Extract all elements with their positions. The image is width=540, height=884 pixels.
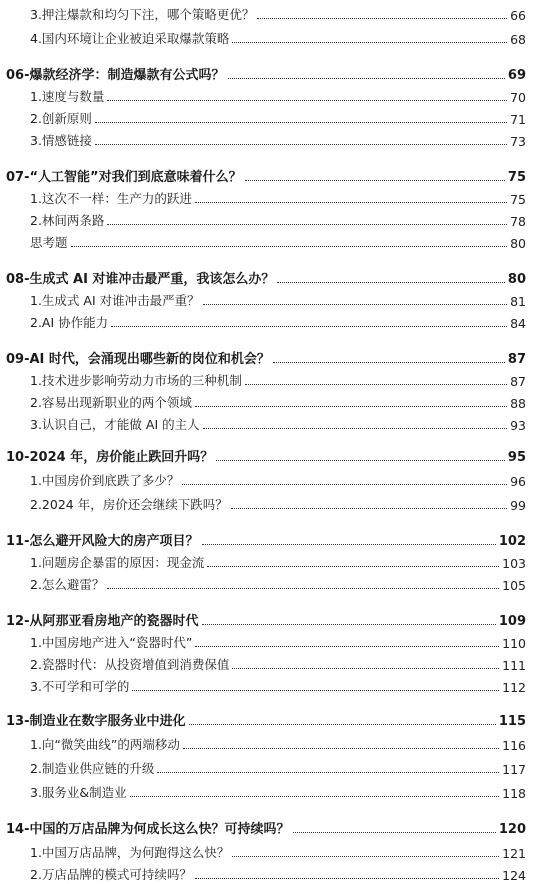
- dot-leader: [232, 668, 499, 669]
- dot-leader: [95, 144, 507, 145]
- toc-entry-title: 3.认识自己，才能做 AI 的主人: [30, 417, 200, 432]
- toc-entry-title: 1.速度与数量: [30, 89, 105, 104]
- dot-leader: [157, 772, 499, 773]
- toc-page-number: 95: [507, 450, 526, 465]
- toc-page-number: 71: [510, 112, 526, 127]
- toc-entry-title: 1.中国房地产进入“瓷器时代”: [30, 635, 193, 650]
- toc-page-number: 70: [510, 90, 526, 105]
- dot-leader: [107, 224, 507, 225]
- toc-section-entry[interactable]: [0, 492, 540, 514]
- toc-entry-title: 06-爆款经济学：制造爆款有公式吗？: [6, 68, 225, 83]
- dot-leader: [107, 588, 499, 589]
- toc-entry-title: 2.林间两条路: [30, 213, 105, 228]
- dot-leader: [207, 566, 499, 567]
- toc-page-number: 121: [502, 846, 526, 861]
- toc-section-entry[interactable]: [0, 106, 540, 128]
- toc-page-number: 109: [498, 614, 526, 629]
- dot-leader: [203, 428, 507, 429]
- toc-entry-title: 11-怎么避开风险大的房产项目？: [6, 534, 199, 549]
- dot-leader: [130, 796, 499, 797]
- toc-entry-title: 1.技术进步影响劳动力市场的三种机制: [30, 373, 242, 388]
- dot-leader: [195, 646, 499, 647]
- dot-leader: [111, 326, 507, 327]
- toc-entry-title: 13-制造业在数字服务业中进化: [6, 714, 186, 729]
- toc-section-entry[interactable]: [0, 186, 540, 208]
- toc-entry-title: 3.不可学和可学的: [30, 679, 130, 694]
- toc-entry-title: 1.这次不一样：生产力的跃进: [30, 191, 192, 206]
- toc-entry-title: 12-从阿那亚看房地产的瓷器时代: [6, 614, 199, 629]
- toc-page-number: 96: [510, 474, 526, 489]
- dot-leader: [232, 856, 499, 857]
- toc-section-entry[interactable]: [0, 840, 540, 862]
- toc-section-entry[interactable]: [0, 26, 540, 48]
- toc-entry-title: 1.生成式 AI 对谁冲击最严重？: [30, 293, 200, 308]
- toc-section-entry[interactable]: [0, 674, 540, 696]
- toc-entry-title: 10-2024 年，房价能止跌回升吗？: [6, 450, 214, 465]
- toc-section-entry[interactable]: [0, 732, 540, 754]
- dot-leader: [202, 544, 496, 545]
- dot-leader: [245, 384, 507, 385]
- toc-section-entry[interactable]: [0, 128, 540, 150]
- toc-page-number: 68: [510, 32, 526, 47]
- toc-entry-title: 2.怎么避雷？: [30, 577, 105, 592]
- dot-leader: [71, 246, 508, 247]
- dot-leader: [195, 878, 499, 879]
- dot-leader: [245, 180, 505, 181]
- dot-leader: [228, 78, 505, 79]
- toc-chapter-entry[interactable]: [0, 528, 540, 550]
- toc-page-number: 66: [510, 8, 526, 23]
- toc-page-number: 87: [510, 374, 526, 389]
- dot-leader: [195, 406, 507, 407]
- dot-leader: [257, 18, 507, 19]
- dot-leader: [293, 832, 496, 833]
- dot-leader: [277, 282, 504, 283]
- toc-entry-title: 2.制造业供应链的升级: [30, 761, 155, 776]
- toc-entry-title: 2.容易出现新职业的两个领域: [30, 395, 192, 410]
- toc-page-number: 78: [510, 214, 526, 229]
- toc-page-number: 87: [507, 352, 526, 367]
- toc-page-number: 88: [510, 396, 526, 411]
- toc-page-number: 80: [507, 272, 526, 287]
- toc-page-number: 75: [510, 192, 526, 207]
- toc-page-number: 105: [502, 578, 526, 593]
- dot-leader: [232, 42, 507, 43]
- dot-leader: [95, 122, 507, 123]
- toc-entry-title: 2.AI 协作能力: [30, 315, 109, 330]
- toc-entry-title: 3.情感链接: [30, 133, 92, 148]
- toc-entry-title: 1.中国房价到底跌了多少？: [30, 473, 180, 488]
- toc-entry-title: 思考题: [30, 235, 68, 250]
- dot-leader: [195, 202, 507, 203]
- toc-chapter-entry[interactable]: [0, 266, 540, 288]
- toc-section-entry[interactable]: [0, 412, 540, 434]
- toc-chapter-entry[interactable]: [0, 608, 540, 630]
- toc-page-number: 112: [502, 680, 526, 695]
- toc-entry-title: 2.万店品牌的模式可持续吗？: [30, 867, 192, 882]
- toc-page-number: 124: [502, 868, 526, 883]
- toc-section-entry[interactable]: [0, 652, 540, 674]
- toc-chapter-entry[interactable]: [0, 816, 540, 838]
- toc-entry-title: 2.瓷器时代：从投资增值到消费保值: [30, 657, 230, 672]
- toc-page-number: 93: [510, 418, 526, 433]
- dot-leader: [183, 748, 499, 749]
- toc-section-entry[interactable]: [0, 572, 540, 594]
- toc-section-entry[interactable]: [0, 310, 540, 332]
- toc-page-number: 117: [502, 762, 526, 777]
- toc-section-entry[interactable]: [0, 2, 540, 24]
- toc-page-number: 99: [510, 498, 526, 513]
- toc-chapter-entry[interactable]: [0, 346, 540, 368]
- toc-entry-title: 3.押注爆款和均匀下注，哪个策略更优？: [30, 7, 255, 22]
- toc-page-number: 69: [507, 68, 526, 83]
- toc-chapter-entry[interactable]: [0, 708, 540, 730]
- toc-section-entry[interactable]: [0, 468, 540, 490]
- toc-section-entry[interactable]: [0, 756, 540, 778]
- toc-entry-title: 3.服务业&制造业: [30, 785, 127, 800]
- toc-page-number: 111: [502, 658, 526, 673]
- dot-leader: [107, 100, 507, 101]
- toc-entry-title: 07-“人工智能”对我们到底意味着什么？: [6, 170, 242, 185]
- toc-entry-title: 1.向“微笑曲线”的两端移动: [30, 737, 180, 752]
- toc-entry-title: 4.国内环境让企业被迫采取爆款策略: [30, 31, 230, 46]
- toc-chapter-entry[interactable]: [0, 62, 540, 84]
- toc-page-number: 118: [502, 786, 526, 801]
- toc-section-entry[interactable]: [0, 368, 540, 390]
- dot-leader: [202, 624, 496, 625]
- toc-page-number: 80: [510, 236, 526, 251]
- toc-entry-title: 14-中国的万店品牌为何成长这么快？可持续吗？: [6, 822, 290, 837]
- toc-page-number: 84: [510, 316, 526, 331]
- toc-entry-title: 08-生成式 AI 对谁冲击最严重，我该怎么办？: [6, 272, 275, 287]
- toc-page-number: 120: [498, 822, 526, 837]
- toc-chapter-entry[interactable]: [0, 444, 540, 466]
- toc-page-number: 73: [510, 134, 526, 149]
- toc-section-entry[interactable]: [0, 780, 540, 802]
- toc-page-number: 81: [510, 294, 526, 309]
- toc-section-entry[interactable]: [0, 84, 540, 106]
- dot-leader: [203, 304, 507, 305]
- dot-leader: [132, 690, 499, 691]
- toc-entry-title: 2.创新原则: [30, 111, 92, 126]
- toc-section-entry[interactable]: [0, 550, 540, 572]
- toc-section-entry[interactable]: [0, 230, 540, 252]
- toc-page-number: 103: [502, 556, 526, 571]
- toc-section-entry[interactable]: [0, 862, 540, 884]
- toc-section-entry[interactable]: [0, 390, 540, 412]
- toc-page-number: 115: [498, 714, 526, 729]
- dot-leader: [231, 508, 507, 509]
- toc-entry-title: 1.中国万店品牌，为何跑得这么快？: [30, 845, 230, 860]
- toc-chapter-entry[interactable]: [0, 164, 540, 186]
- toc-section-entry[interactable]: [0, 208, 540, 230]
- dot-leader: [216, 460, 505, 461]
- toc-page-number: 75: [507, 170, 526, 185]
- toc-page-number: 116: [502, 738, 526, 753]
- dot-leader: [182, 484, 507, 485]
- toc-section-entry[interactable]: [0, 630, 540, 652]
- toc-entry-title: 1.问题房企暴雷的原因：现金流: [30, 555, 205, 570]
- dot-leader: [273, 362, 505, 363]
- toc-page-number: 102: [498, 534, 526, 549]
- dot-leader: [189, 724, 496, 725]
- toc-page-number: 110: [502, 636, 526, 651]
- toc-entry-title: 09-AI 时代，会涌现出哪些新的岗位和机会？: [6, 352, 270, 367]
- toc-entry-title: 2.2024 年，房价还会继续下跌吗？: [30, 497, 228, 512]
- toc-section-entry[interactable]: [0, 288, 540, 310]
